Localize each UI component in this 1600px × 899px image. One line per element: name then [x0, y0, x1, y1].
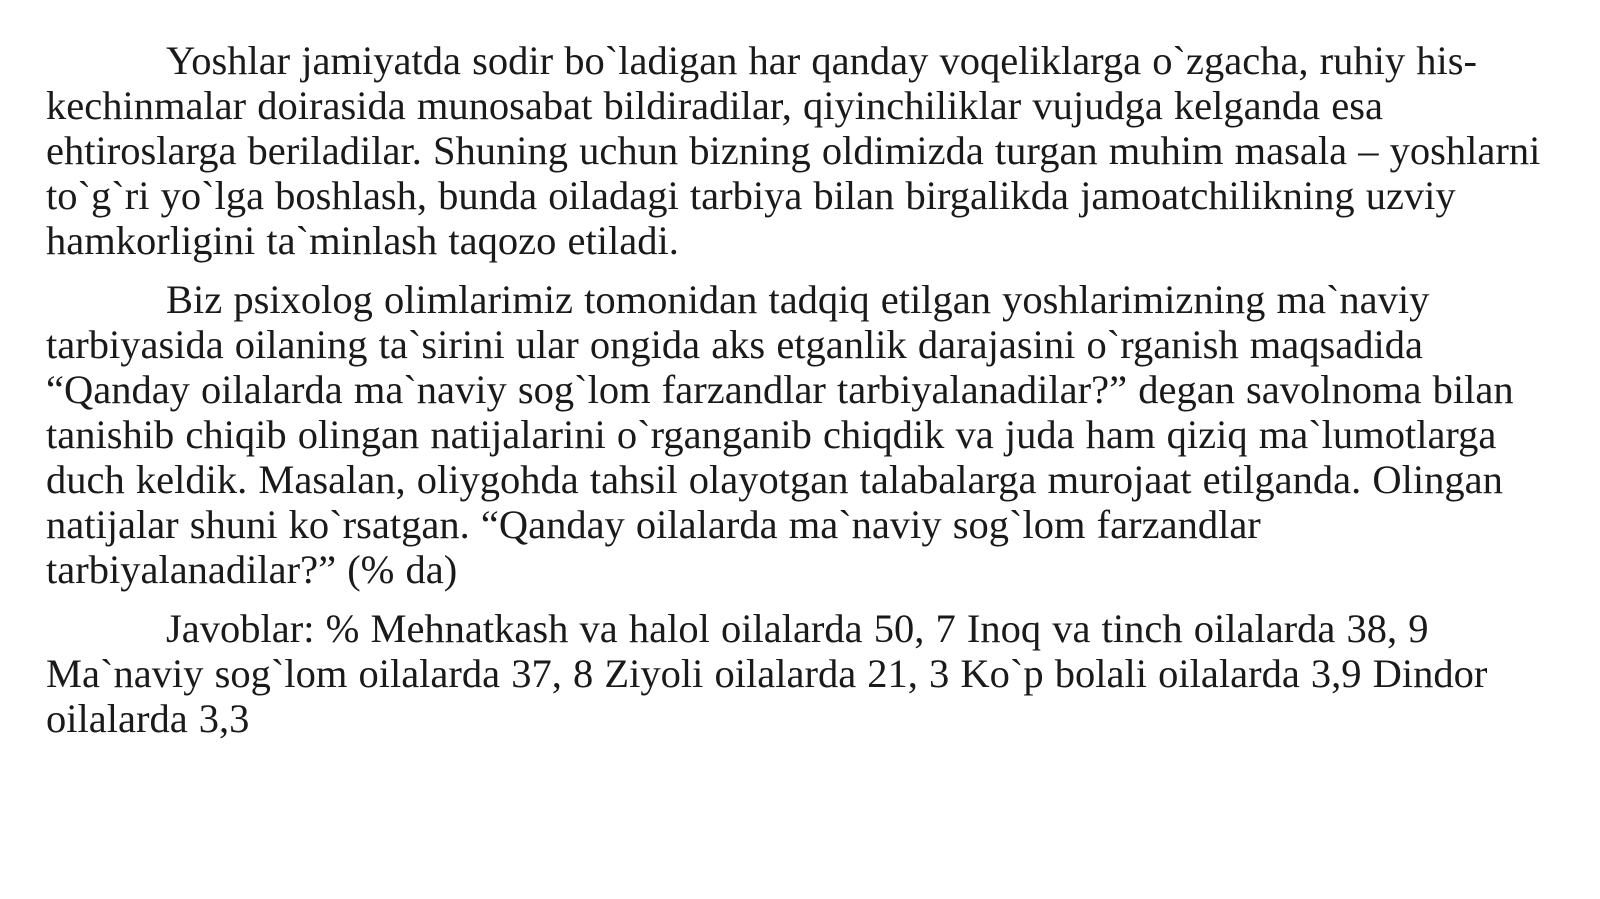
paragraph-answers: Javoblar: % Mehnatkash va halol oilalarda 50, 7 Inoq va tinch oilalarda 38, 9 Ma`naviy sog`lom oilalarda 37, 8 Ziyoli oilalarda 21, 3 Ko`p bolali oilalarda 3,9 Dindor oilalarda 3,3: [46, 606, 1488, 741]
paragraph-survey: Biz psixolog olimlarimiz tomonidan tadqiq etilgan yoshlarimizning ma`naviy tarbiyasida oilaning ta`sirini ular ongida aks etganlik darajasini o`rganish maqsadida “Qanday oilalarda ma`naviy sog`lom farzandlar tarbiyalanadilar?” degan savolnoma bilan tanishib chiqib olingan natijalarini o`rganganib chiqdik va juda ham qiziq ma`lumotlarga duch keldik. Masalan, oliygohda tahsil olayotgan talabalarga murojaat etilganda. Olingan natijalar shuni ko`rsatgan. “Qanday oilalarda ma`naviy sog`lom farzandlar tarbiyalanadilar?” (% da): [46, 277, 1514, 592]
paragraph-intro: Yoshlar jamiyatda sodir bo`ladigan har qanday voqeliklarga o`zgacha, ruhiy his-kechinmalar doirasida munosabat bildiradilar, qiyinchiliklar vujudga kelganda esa ehtiroslarga beriladilar. Shuning uchun bizning oldimizda turgan muhim masala – yoshlarni to`g`ri yo`lga boshlash, bunda oiladagi tarbiya bilan birgalikda jamoatchilikning uzviy hamkorligini ta`minlash taqozo etiladi.: [46, 38, 1541, 263]
